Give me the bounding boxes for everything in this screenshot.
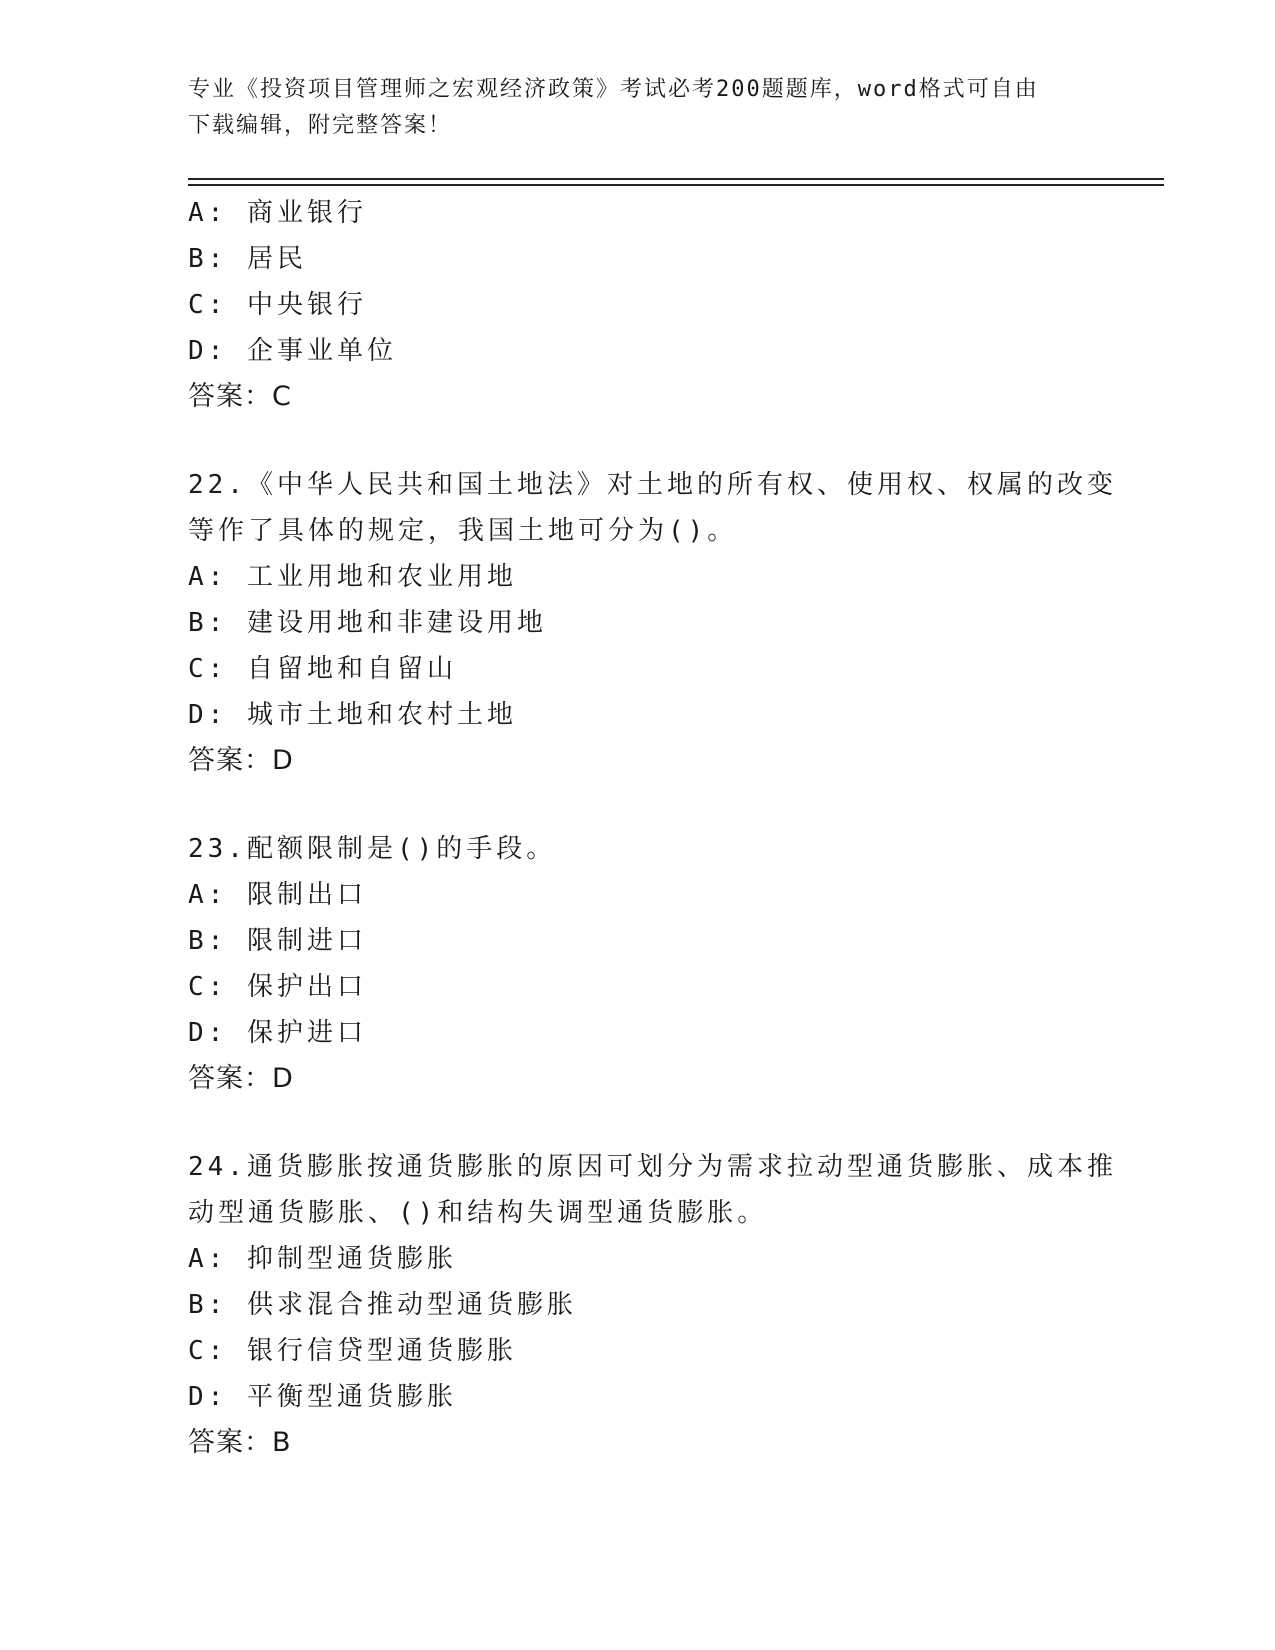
question-list [188, 190, 1117, 1466]
header-rule-top [188, 178, 1164, 180]
answer: 答案：D [188, 745, 294, 776]
option-d: D: 平衡型通货膨胀 [188, 1382, 457, 1412]
option-d: D: 城市土地和农村土地 [188, 700, 517, 730]
option-c: C: 自留地和自留山 [188, 654, 457, 684]
option-a: A: 商业银行 [188, 198, 367, 228]
question-22 [188, 462, 1117, 784]
option-a: A: 抑制型通货膨胀 [188, 1244, 457, 1274]
answer: 答案：D [188, 1063, 294, 1094]
question-stem-line-2: 等作了具体的规定，我国土地可分为()。 [188, 516, 738, 546]
question-24 [188, 1144, 1117, 1466]
question-21 [188, 190, 1088, 420]
option-a: A: 限制出口 [188, 880, 367, 910]
answer: 答案：C [188, 381, 292, 412]
question-stem-line-2: 动型通货膨胀、()和结构失调型通货膨胀。 [188, 1198, 768, 1228]
option-b: B: 限制进口 [188, 926, 367, 956]
question-stem-line-1: 23.配额限制是()的手段。 [188, 834, 557, 864]
option-d: D: 企事业单位 [188, 336, 397, 366]
option-a: A: 工业用地和农业用地 [188, 562, 517, 592]
header-line-1: 专业《投资项目管理师之宏观经济政策》考试必考200题题库，word格式可自由 [188, 77, 1039, 102]
option-b: B: 供求混合推动型通货膨胀 [188, 1290, 577, 1320]
option-d: D: 保护进口 [188, 1018, 367, 1048]
option-c: C: 保护出口 [188, 972, 367, 1002]
option-b: B: 居民 [188, 244, 307, 274]
question-stem-line-1: 24.通货膨胀按通货膨胀的原因可划分为需求拉动型通货膨胀、成本推 [188, 1152, 1117, 1182]
option-b: B: 建设用地和非建设用地 [188, 608, 547, 638]
answer: 答案：B [188, 1427, 292, 1458]
option-c: C: 银行信贷型通货膨胀 [188, 1336, 517, 1366]
question-23 [188, 826, 1088, 1102]
question-stem-line-1: 22.《中华人民共和国土地法》对土地的所有权、使用权、权属的改变 [188, 470, 1117, 500]
document-header [188, 72, 1088, 144]
header-rule-bottom [188, 184, 1164, 186]
option-c: C: 中央银行 [188, 290, 367, 320]
header-line-2: 下载编辑，附完整答案！ [188, 113, 453, 138]
